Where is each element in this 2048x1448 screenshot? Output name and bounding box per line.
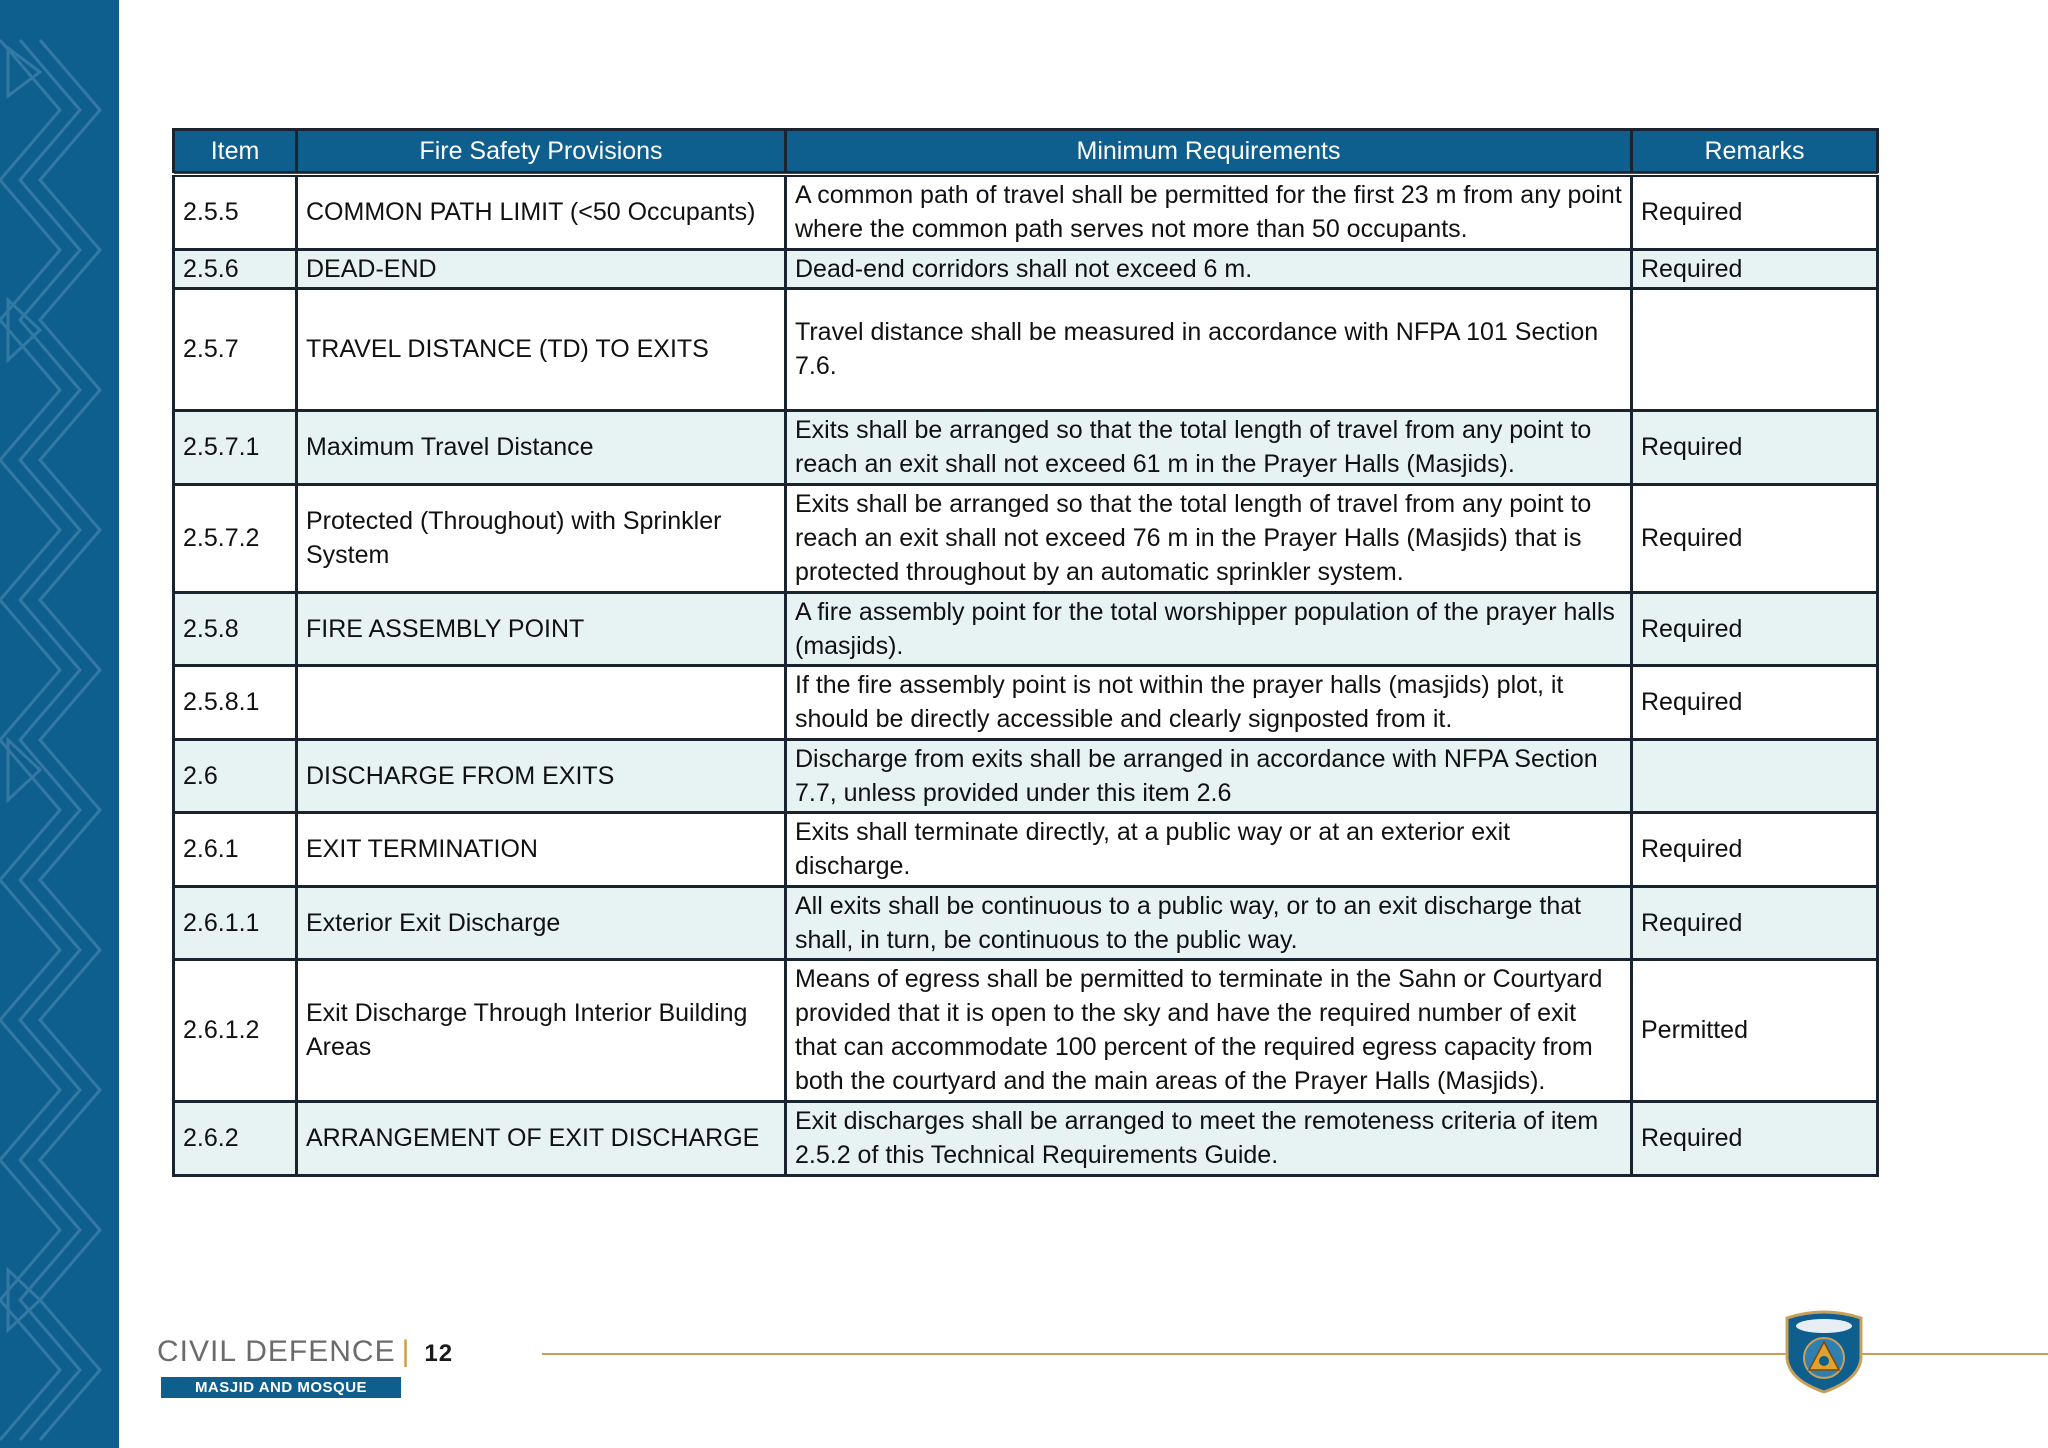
table-row <box>174 665 1878 739</box>
table-row <box>174 410 1878 484</box>
cell-provision: FIRE ASSEMBLY POINT <box>297 592 786 665</box>
table-row <box>174 959 1878 1101</box>
header-item: Item <box>174 130 297 175</box>
cell-requirement: A common path of travel shall be permitted for the first 23 m from any point where the common path serves not more than 50 occupants. <box>786 174 1632 249</box>
cell-item: 2.6 <box>174 739 297 812</box>
brand-name: CIVIL DEFENCE <box>157 1335 396 1368</box>
cell-requirement: Dead-end corridors shall not exceed 6 m. <box>786 249 1632 288</box>
cell-item: 2.5.7.2 <box>174 484 297 592</box>
cell-item: 2.5.6 <box>174 249 297 288</box>
table-row <box>174 592 1878 665</box>
decorative-sidebar <box>0 0 119 1448</box>
cell-remark <box>1632 288 1878 410</box>
cell-remark: Permitted <box>1632 959 1878 1101</box>
cell-remark: Required <box>1632 665 1878 739</box>
table-row <box>174 288 1878 410</box>
cell-remark: Required <box>1632 592 1878 665</box>
cell-item: 2.6.1.1 <box>174 886 297 959</box>
table-row <box>174 812 1878 886</box>
cell-requirement: Exits shall terminate directly, at a public way or at an exterior exit discharge. <box>786 812 1632 886</box>
cell-requirement: Travel distance shall be measured in accordance with NFPA 101 Section 7.6. <box>786 288 1632 410</box>
civil-defence-emblem-icon <box>1779 1308 1869 1394</box>
cell-requirement: Exit discharges shall be arranged to meet the remoteness criteria of item 2.5.2 of this Technical Requirements Guide. <box>786 1101 1632 1175</box>
cell-provision: DEAD-END <box>297 249 786 288</box>
cell-provision <box>297 665 786 739</box>
cell-remark: Required <box>1632 484 1878 592</box>
fire-safety-table <box>172 128 1879 1177</box>
cell-provision: COMMON PATH LIMIT (<50 Occupants) <box>297 174 786 249</box>
cell-item: 2.6.1.2 <box>174 959 297 1101</box>
cell-remark: Required <box>1632 886 1878 959</box>
cell-provision: EXIT TERMINATION <box>297 812 786 886</box>
cell-item: 2.5.7 <box>174 288 297 410</box>
cell-item: 2.6.1 <box>174 812 297 886</box>
header-requirements: Minimum Requirements <box>786 130 1632 175</box>
cell-provision: ARRANGEMENT OF EXIT DISCHARGE <box>297 1101 786 1175</box>
footer-subtitle: MASJID AND MOSQUE <box>161 1377 401 1398</box>
cell-remark: Required <box>1632 410 1878 484</box>
cell-requirement: Exits shall be arranged so that the total length of travel from any point to reach an exit shall not exceed 61 m in the Prayer Halls (Masjids). <box>786 410 1632 484</box>
brand-separator: | <box>401 1335 411 1368</box>
cell-remark <box>1632 739 1878 812</box>
table-header-row <box>174 130 1878 175</box>
page-number: 12 <box>424 1340 454 1367</box>
cell-requirement: Discharge from exits shall be arranged in accordance with NFPA Section 7.7, unless provided under this item 2.6 <box>786 739 1632 812</box>
cell-provision: TRAVEL DISTANCE (TD) TO EXITS <box>297 288 786 410</box>
cell-provision: Maximum Travel Distance <box>297 410 786 484</box>
cell-provision: DISCHARGE FROM EXITS <box>297 739 786 812</box>
cell-requirement: All exits shall be continuous to a public way, or to an exit discharge that shall, in turn, be continuous to the public way. <box>786 886 1632 959</box>
header-remarks: Remarks <box>1632 130 1878 175</box>
table-row <box>174 249 1878 288</box>
table-row <box>174 886 1878 959</box>
cell-requirement: Exits shall be arranged so that the total length of travel from any point to reach an exit shall not exceed 76 m in the Prayer Halls (Masjids) that is protected throughout by an automatic sprinkler system. <box>786 484 1632 592</box>
cell-requirement: If the fire assembly point is not within the prayer halls (masjids) plot, it should be directly accessible and clearly signposted from it. <box>786 665 1632 739</box>
sidebar-pattern <box>0 0 119 1448</box>
cell-provision: Exit Discharge Through Interior Building Areas <box>297 959 786 1101</box>
table-row <box>174 739 1878 812</box>
table-row <box>174 484 1878 592</box>
table-row <box>174 174 1878 249</box>
cell-remark: Required <box>1632 174 1878 249</box>
cell-requirement: Means of egress shall be permitted to terminate in the Sahn or Courtyard provided that it is open to the sky and have the required number of exit that can accommodate 100 percent of the required egress capacity from both the courtyard and the main areas of the Prayer Halls (Masjids). <box>786 959 1632 1101</box>
header-provisions: Fire Safety Provisions <box>297 130 786 175</box>
cell-remark: Required <box>1632 1101 1878 1175</box>
cell-remark: Required <box>1632 812 1878 886</box>
cell-provision: Protected (Throughout) with Sprinkler System <box>297 484 786 592</box>
cell-remark: Required <box>1632 249 1878 288</box>
cell-requirement: A fire assembly point for the total worshipper population of the prayer halls (masjids). <box>786 592 1632 665</box>
footer-brand <box>157 1335 453 1369</box>
cell-item: 2.5.5 <box>174 174 297 249</box>
cell-item: 2.5.8.1 <box>174 665 297 739</box>
cell-item: 2.5.7.1 <box>174 410 297 484</box>
cell-provision: Exterior Exit Discharge <box>297 886 786 959</box>
cell-item: 2.6.2 <box>174 1101 297 1175</box>
table-row <box>174 1101 1878 1175</box>
cell-item: 2.5.8 <box>174 592 297 665</box>
